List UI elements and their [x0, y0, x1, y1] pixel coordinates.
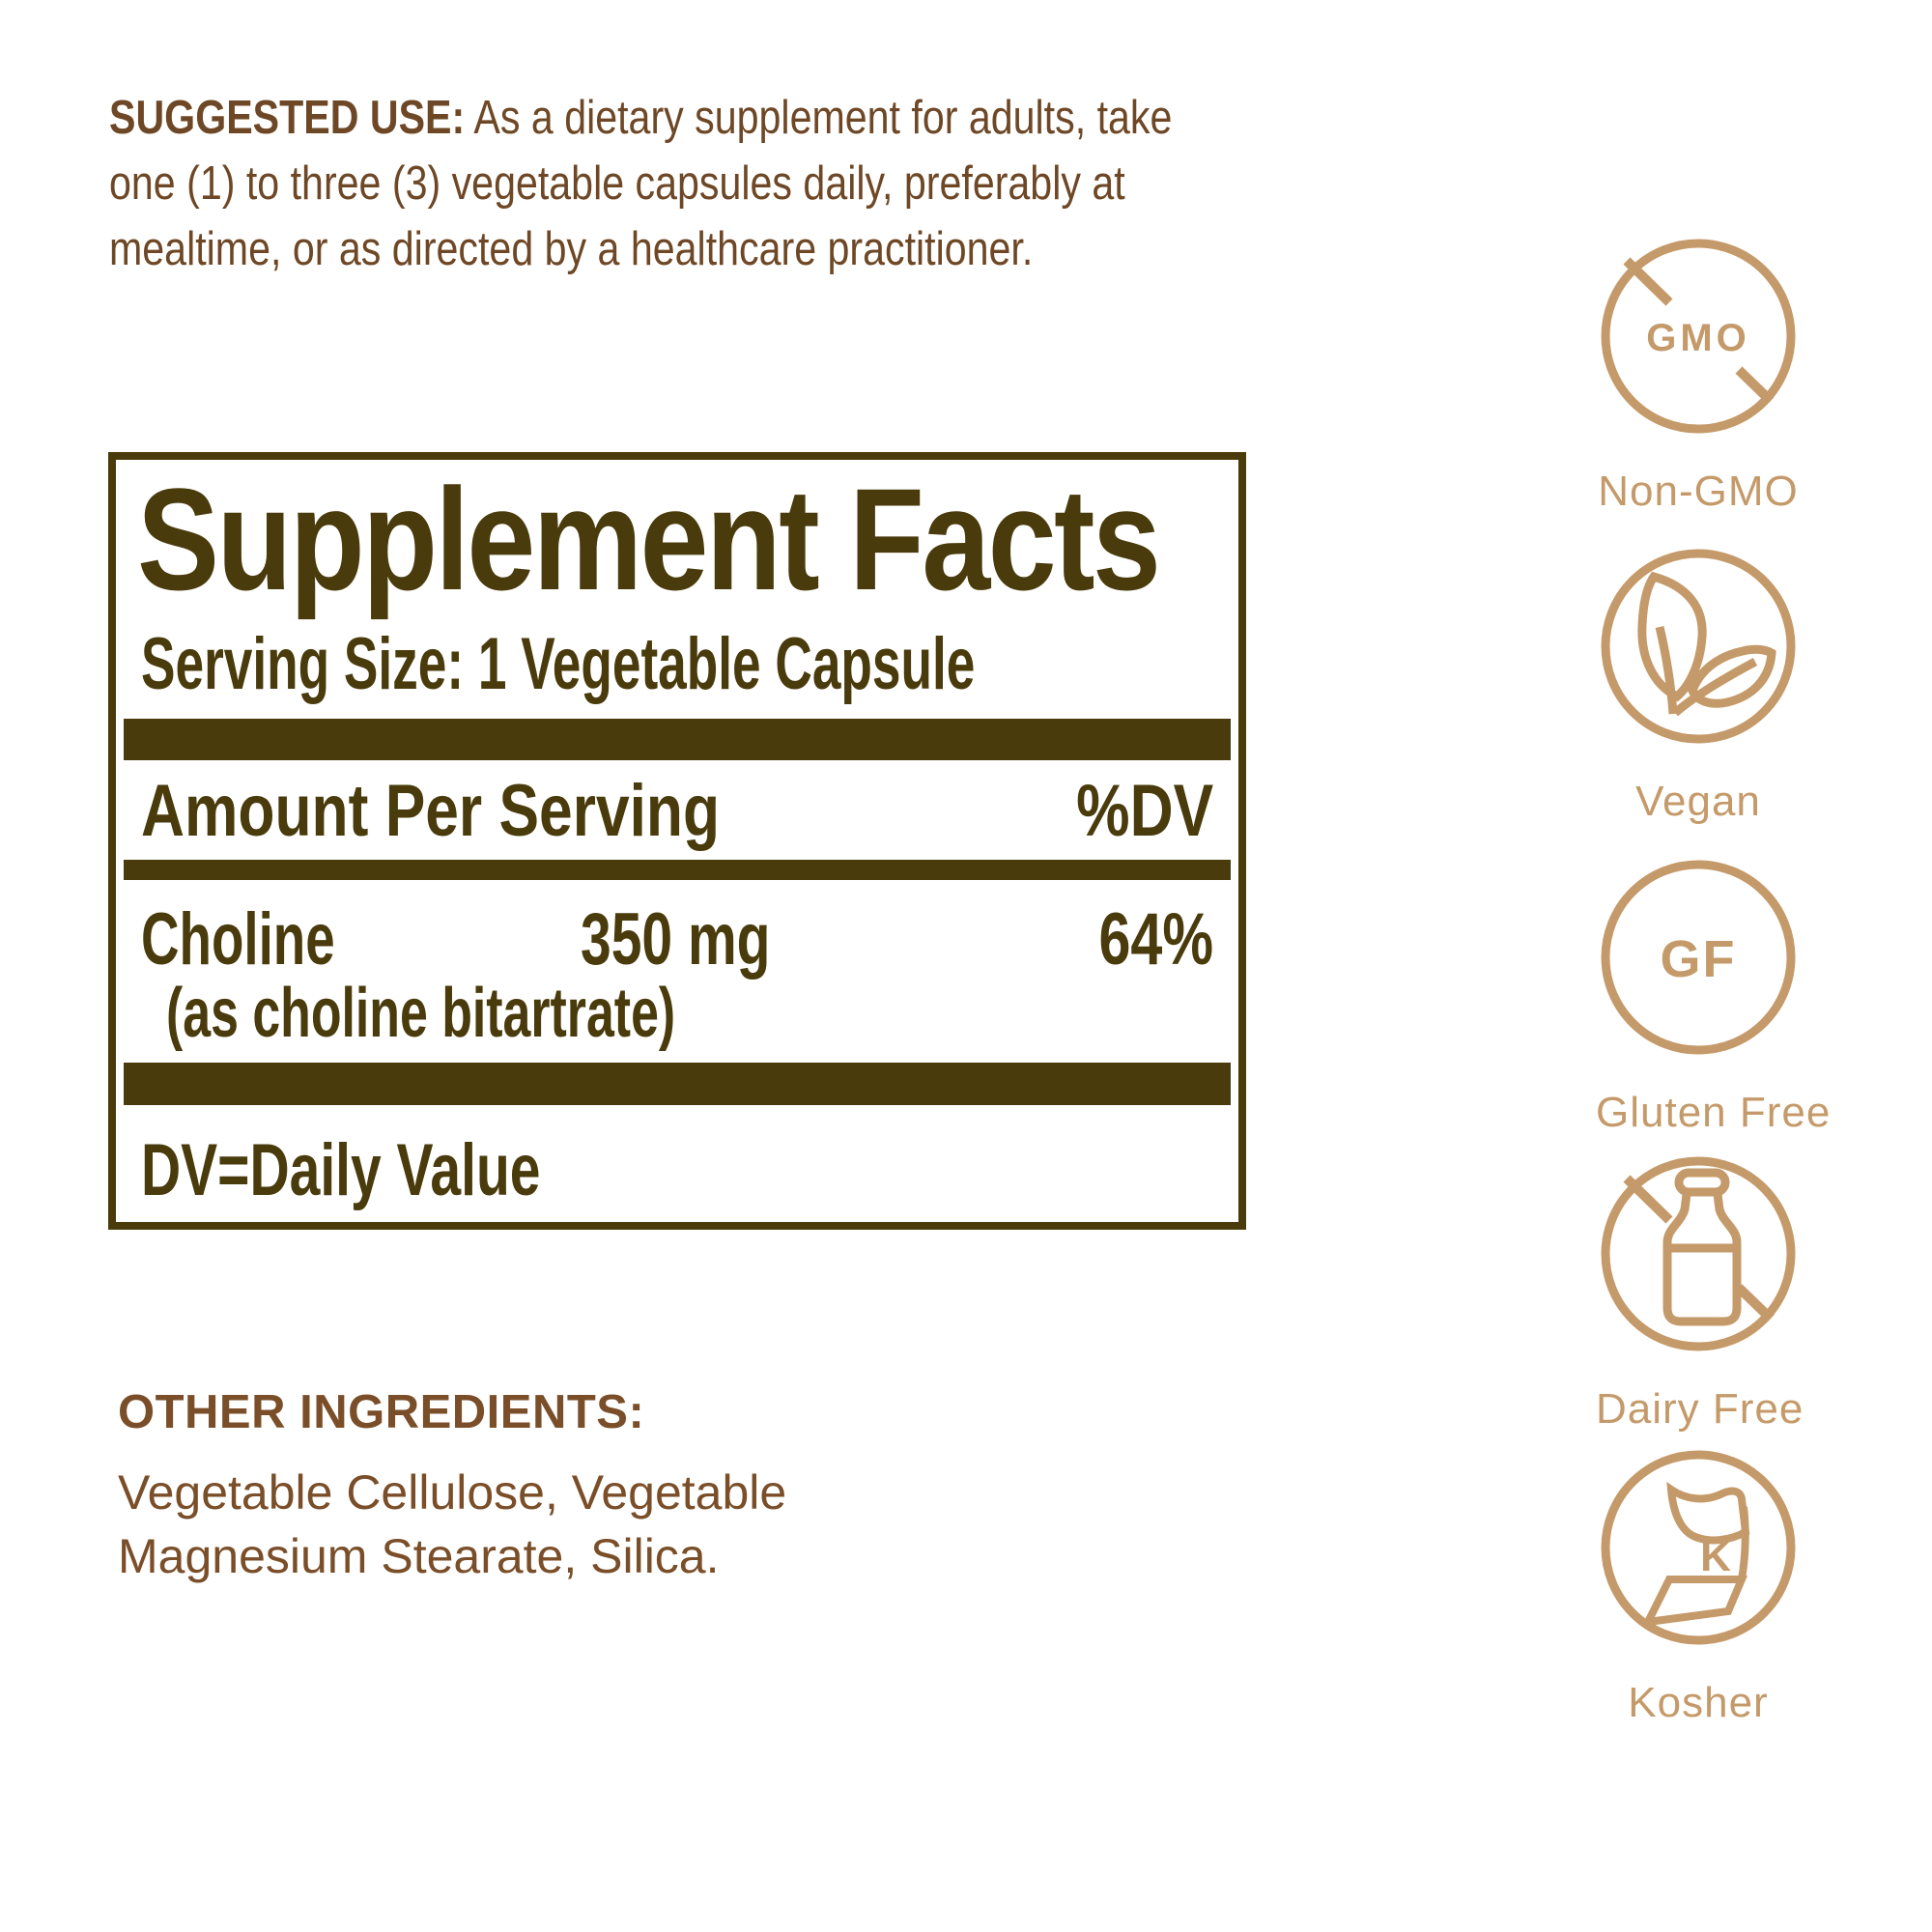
dairy-free-milk-bottle-icon	[1596, 1151, 1801, 1356]
other-ingredients-line1: Vegetable Cellulose, Vegetable	[118, 1465, 787, 1520]
column-header-dv: %DV	[1076, 770, 1213, 852]
suggested-use-label: SUGGESTED USE:	[109, 92, 466, 144]
svg-text:K: K	[1700, 1533, 1731, 1580]
svg-text:GMO: GMO	[1646, 317, 1750, 359]
badge-kosher	[1596, 1445, 1801, 1727]
non-gmo-icon	[1596, 234, 1801, 439]
kosher-kof-k-icon	[1596, 1445, 1801, 1650]
badge-label: Non-GMO	[1598, 468, 1799, 515]
other-ingredients-line2: Magnesium Stearate, Silica.	[118, 1529, 720, 1583]
other-ingredients	[118, 1385, 786, 1588]
supplement-facts-panel	[108, 452, 1246, 1230]
gluten-free-icon	[1596, 855, 1801, 1060]
suggested-use-line1: SUGGESTED USE: As a dietary supplement for adults, take	[109, 92, 1173, 144]
nutrient-detail: (as choline bitartrate)	[166, 975, 676, 1052]
vegan-leaf-icon	[1596, 544, 1801, 749]
badge-label: Kosher	[1628, 1679, 1769, 1726]
badge-non-gmo	[1596, 234, 1801, 516]
suggested-use-line2: one (1) to three (3) vegetable capsules daily, preferably at	[109, 157, 1125, 210]
svg-text:GF: GF	[1660, 930, 1737, 988]
other-ingredients-label: OTHER INGREDIENTS:	[118, 1386, 645, 1438]
nutrient-dv: 64%	[1098, 898, 1213, 980]
panel-title: Supplement Facts	[137, 458, 1159, 620]
badge-gluten-free	[1596, 855, 1832, 1137]
divider-bar-thin	[124, 860, 1231, 880]
nutrient-name: Choline	[141, 898, 335, 980]
badge-vegan	[1596, 544, 1801, 826]
column-header-amount: Amount Per Serving	[141, 770, 721, 852]
nutrient-row	[141, 897, 1213, 981]
divider-bar-thick-bottom	[124, 1063, 1231, 1105]
suggested-use-text	[109, 85, 1172, 282]
badge-label: Vegan	[1635, 778, 1761, 825]
badge-dairy-free	[1596, 1151, 1804, 1434]
suggested-use-line3: mealtime, or as directed by a healthcare practitioner.	[109, 223, 1034, 275]
dv-footnote: DV=Daily Value	[141, 1129, 541, 1211]
divider-bar-thick-top	[124, 719, 1231, 760]
badge-label: Gluten Free	[1596, 1089, 1832, 1136]
column-header-row	[141, 769, 1213, 853]
nutrient-amount: 350 mg	[581, 898, 771, 980]
serving-size: Serving Size: 1 Vegetable Capsule	[141, 623, 976, 705]
badge-label: Dairy Free	[1596, 1385, 1804, 1433]
